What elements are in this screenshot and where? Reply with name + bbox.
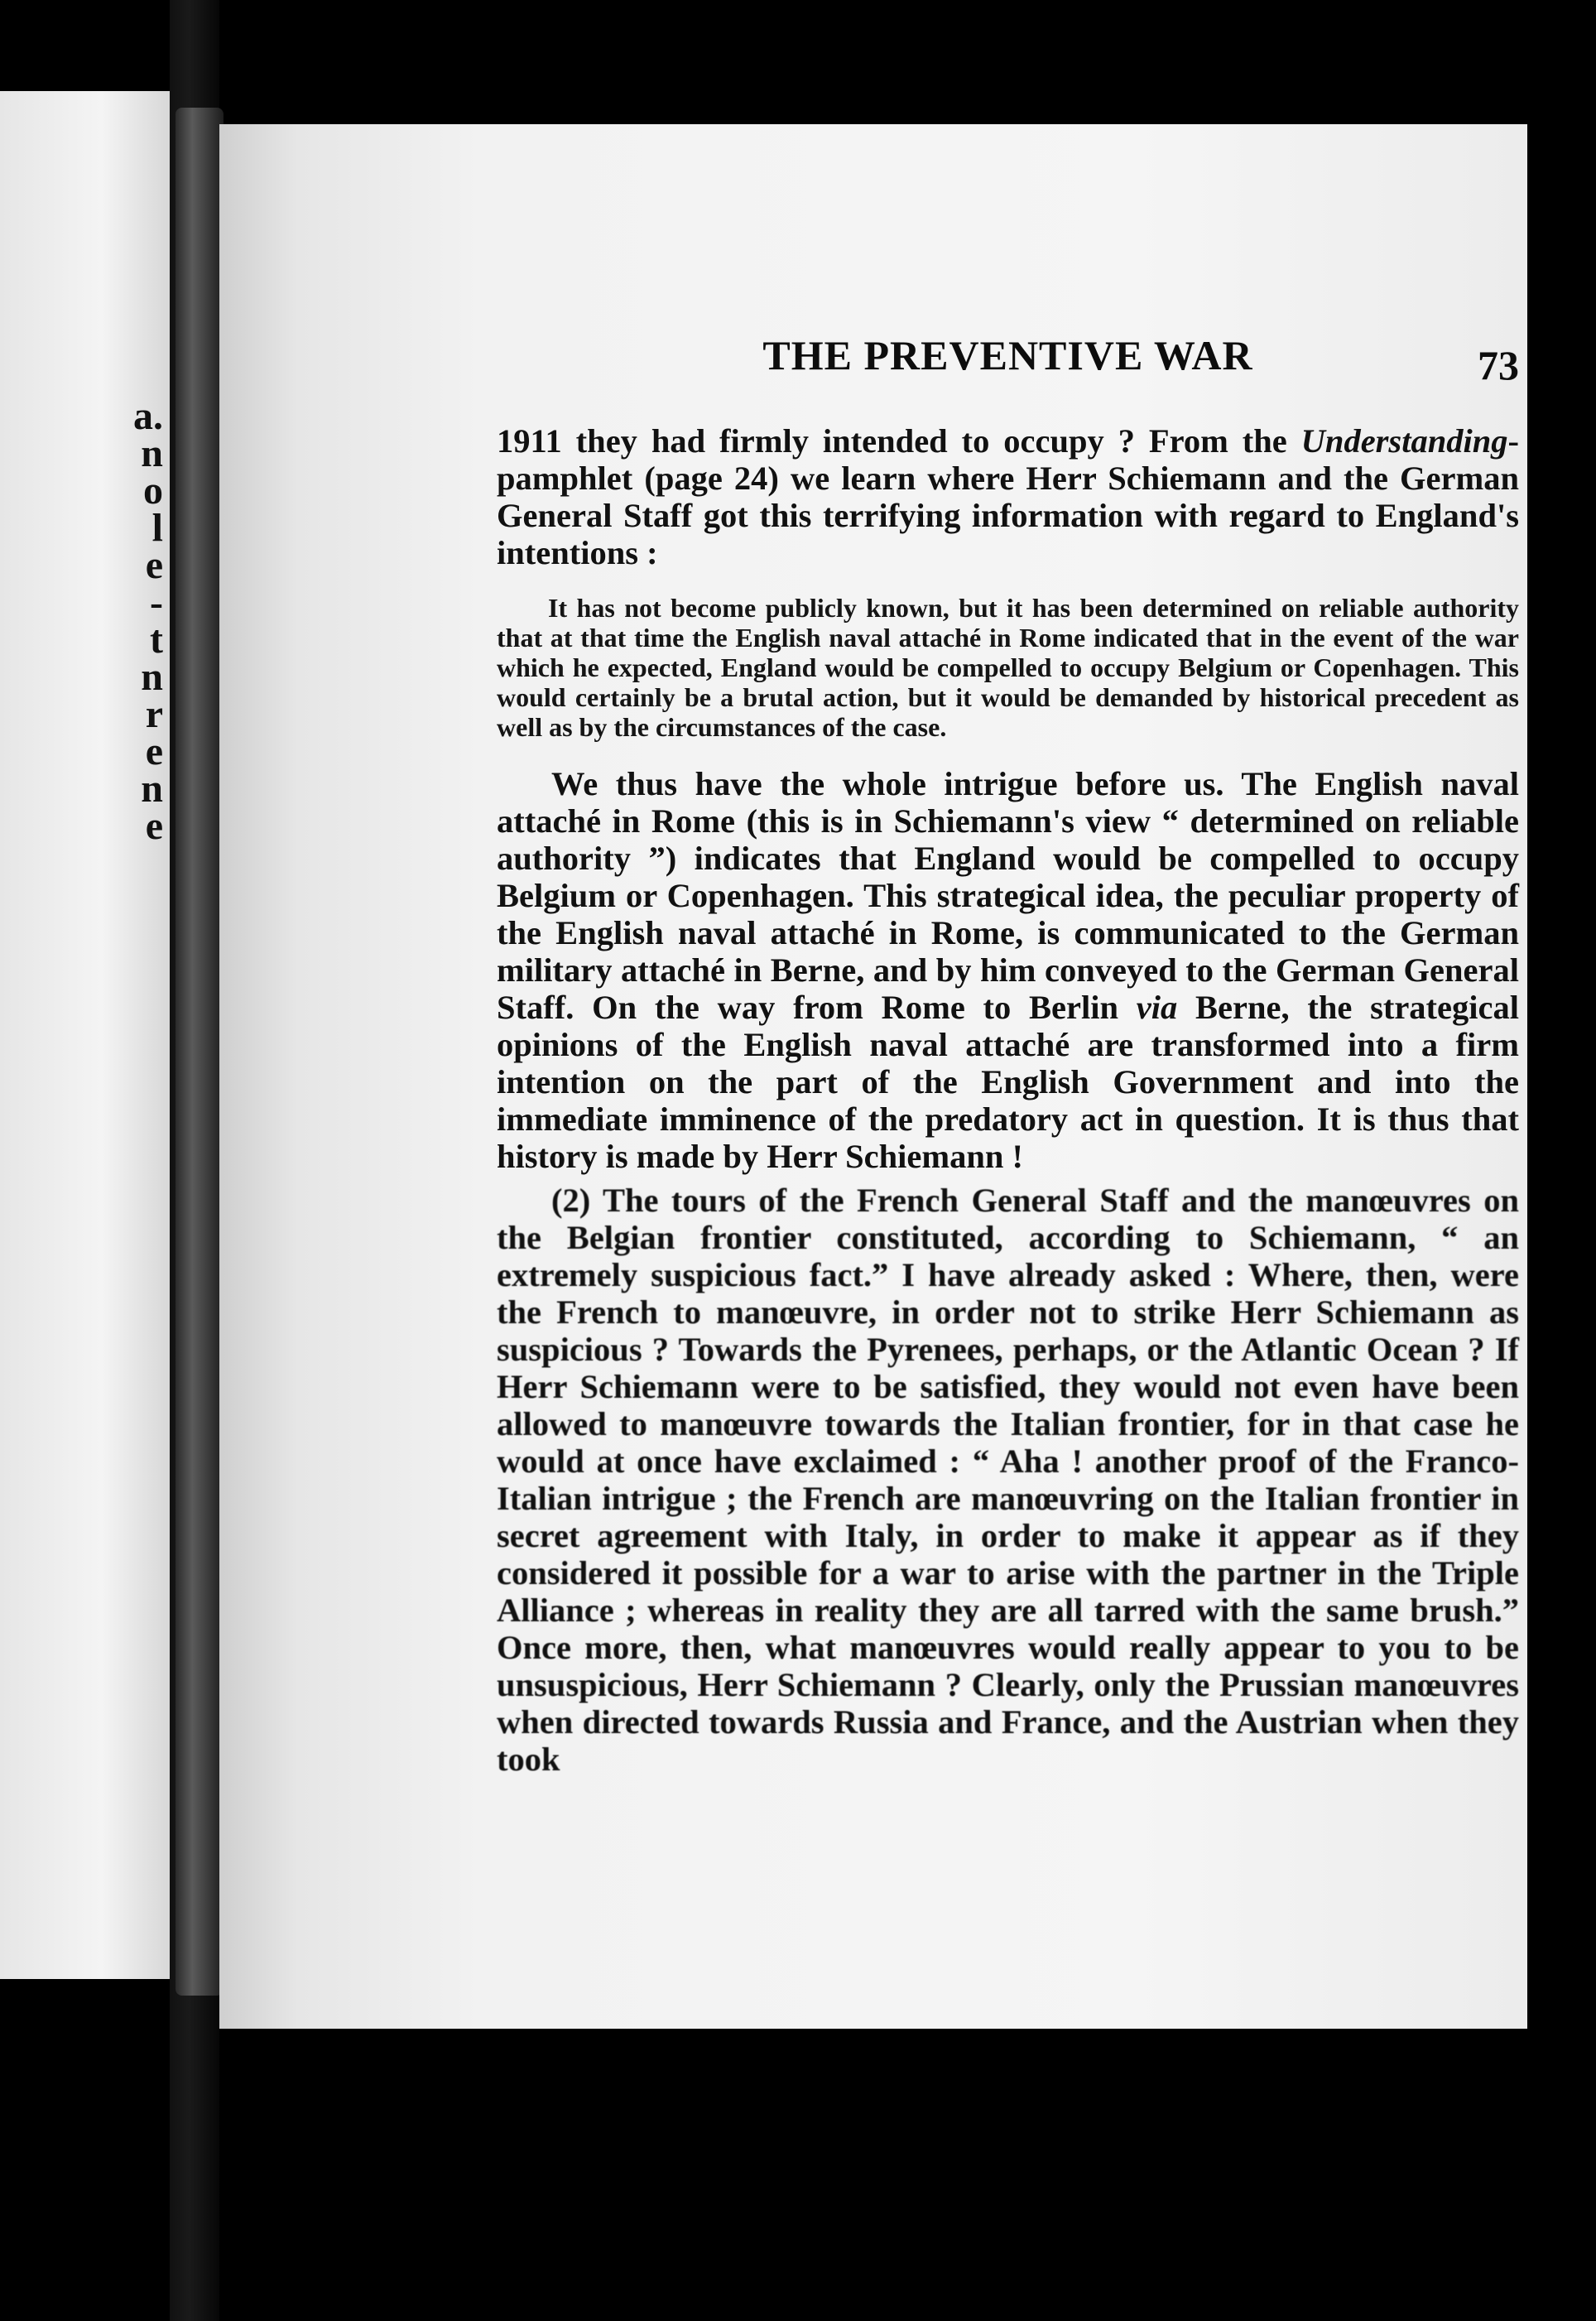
fragment: n bbox=[141, 431, 163, 475]
fragment: a. bbox=[133, 394, 163, 438]
fragment: o bbox=[143, 469, 163, 513]
block-quote bbox=[497, 593, 1519, 742]
quote-text: It has not become publicly known, but it has been determined on reliable authority that at that time the English naval attaché in Rome indicated that in the event of the war which he expected, England would be compelled to occupy Belgium or Copenhagen. This would certainly be a brutal action, but it would be demanded by historical precedent as well as by the circumstances of the case. bbox=[497, 593, 1519, 742]
paragraph-2-rest: Berne, the strategical opinions of the English naval attaché are transformed into a firm intention on the part of the English Government and into the immediate imminence of the predatory act in question. It is thus that history is made by Herr Schiemann ! bbox=[497, 989, 1520, 1175]
paragraph-2-lead: We thus have the whole intrigue before us. The English naval attaché in Rome (this is in Schiemann's view “ determined on reliable authority ”) indicates that England would be compelled to occupy Belgium or Copenhagen. This strategical idea, the peculiar property of the English naval attaché in Rome, is communicated to the German military attaché in Berne, and by him conveyed to the German General Staff. On the way from Rome to Berlin bbox=[497, 765, 1519, 1026]
book-page bbox=[219, 124, 1527, 2029]
running-head bbox=[497, 331, 1519, 422]
fragment: t bbox=[150, 618, 163, 662]
paragraph-2 bbox=[497, 765, 1519, 1175]
page-content bbox=[497, 331, 1519, 1778]
fragment: l bbox=[151, 506, 163, 550]
paragraph-3: (2) The tours of the French General Staff and the manœuvres on the Belgian frontier constituted, according to Schiemann, “ an extremely suspicious fact.” I have already asked : Where, then, were the French to manœuvre, in order not to strike Herr Schiemann as suspicious ? Towards the Pyrenees, perhaps, or the Atlantic Ocean ? If Herr Schiemann were to be satisfied, they would not even have been allowed to manœuvre towards the Italian frontier, for in that case he would at once have exclaimed : “ Aha ! another proof of the Franco-Italian intrigue ; the French are manœuvring on the Italian frontier in secret agreement with Italy, in order to make it appear as if they considered it possible for a war to arise with the partner in the Triple Alliance ; whereas in reality they are all tarred with the same brush.” Once more, then, what manœuvres would really appear to you to be unsuspicious, Herr Schiemann ? Clearly, only the Prussian manœuvres when directed towards Russia and France, and the Austrian when they took bbox=[497, 1182, 1519, 1778]
binding-shadow bbox=[175, 108, 224, 1996]
paragraph-1-italic-title: Understanding bbox=[1300, 422, 1508, 460]
fragment: n bbox=[141, 767, 163, 811]
paragraph-1 bbox=[497, 422, 1519, 571]
paragraph-1-rest: -pamphlet (page 24) we learn where Herr Schiemann and the German General Staff got this terrifying information with regard to England's intentions : bbox=[497, 422, 1519, 571]
fragment: - bbox=[150, 580, 163, 624]
page-number: 73 bbox=[1478, 342, 1519, 388]
fragment: e bbox=[145, 730, 163, 773]
running-title: THE PREVENTIVE WAR bbox=[762, 332, 1253, 378]
previous-page-text-fragments bbox=[130, 394, 163, 848]
paragraph-2-italic-via: via bbox=[1136, 989, 1178, 1026]
previous-page-edge bbox=[0, 91, 170, 1979]
paragraph-1-lead: 1911 they had firmly intended to occupy ? From the bbox=[497, 422, 1301, 460]
fragment: e bbox=[145, 804, 163, 848]
fragment: n bbox=[141, 655, 163, 699]
fragment: r bbox=[145, 692, 163, 736]
fragment: e bbox=[145, 543, 163, 587]
